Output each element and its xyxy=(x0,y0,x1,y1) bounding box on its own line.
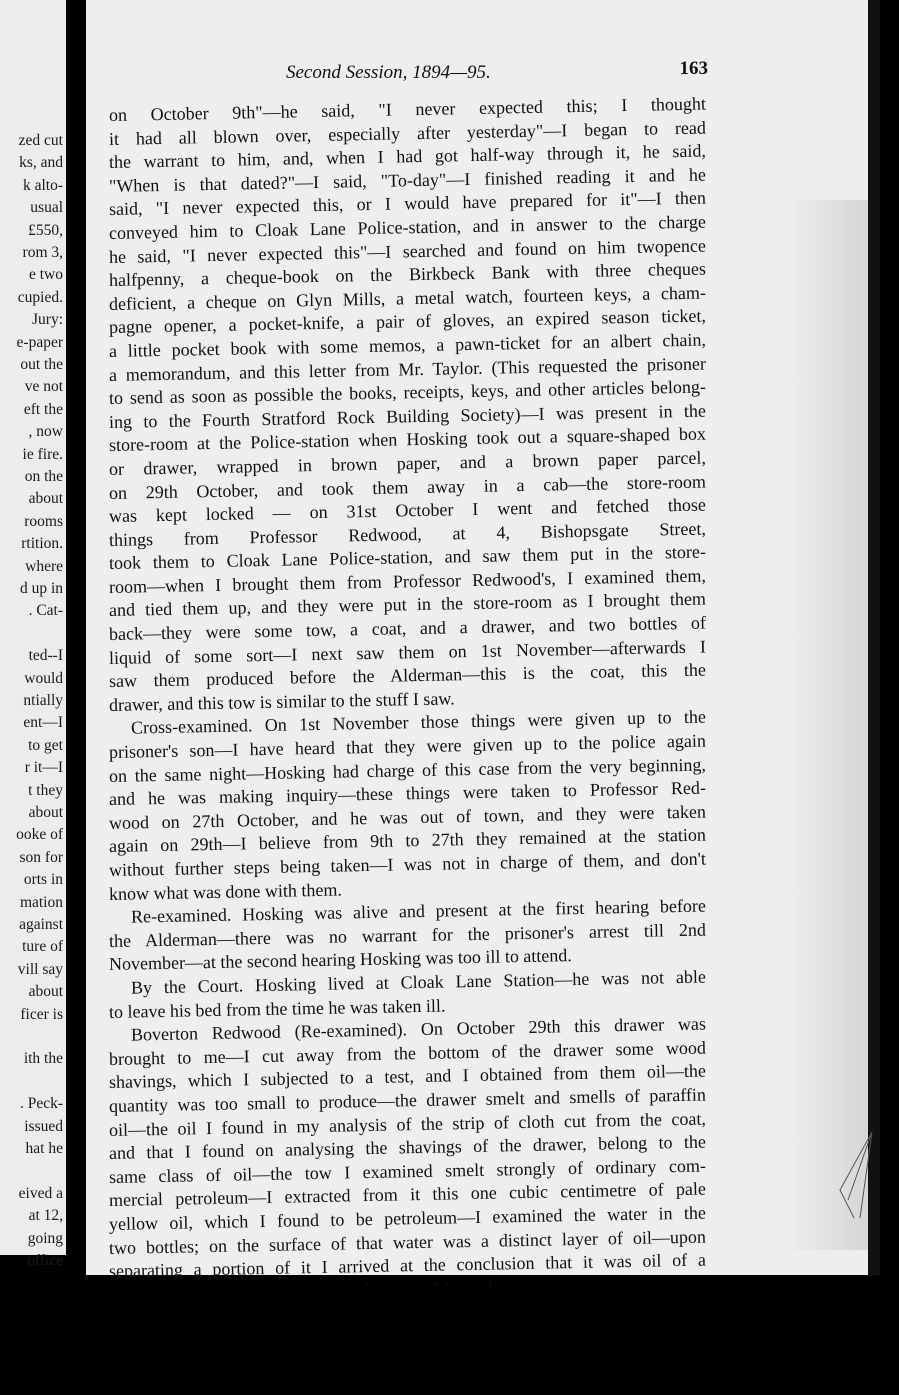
text-line: halfpenny, a cheque-book on the Birkbeck Bank with three cheques xyxy=(108,258,707,291)
text-line: the warrant to him, and, when I had got half-way through it, he said, xyxy=(108,140,707,173)
text-line: shavings, which I subjected to a test, and I obtained from them oil—the xyxy=(108,1060,707,1093)
text-line: brought to me—I cut away from the bottom of the drawer some wood xyxy=(108,1037,707,1069)
margin-line: e-paper xyxy=(16,333,63,351)
text-line: on the same night—Hosking had charge of this case from the very beginning, xyxy=(108,754,707,786)
margin-line: rtition. xyxy=(21,535,63,553)
margin-line: going xyxy=(27,1229,63,1247)
margin-line: orts in xyxy=(23,871,63,889)
scan-border xyxy=(0,1285,899,1395)
text-line: Boverton Redwood (Re-examined). On October 29th this drawer was xyxy=(130,1013,707,1045)
page-shadow xyxy=(786,200,868,1250)
text-line: conveyed him to Cloak Lane Police-station, and in answer to the charge xyxy=(108,211,707,243)
margin-line: zed cut xyxy=(18,132,63,149)
margin-line: hat he xyxy=(25,1140,63,1157)
page-number: 163 xyxy=(679,58,708,79)
page-curl-mark xyxy=(834,1130,874,1220)
text-line: wood on 27th October, and he was out of town, and they were taken xyxy=(108,801,707,833)
text-line: on 29th October, and took them away in a cab—the store-room xyxy=(108,471,707,503)
text-line: and that I found on analysing the shavings of the drawer, belong to the xyxy=(108,1131,707,1164)
margin-line: office xyxy=(27,1252,63,1269)
text-line: two bottles; on the surface of that water was a distinct layer of oil—upon xyxy=(108,1226,707,1258)
margin-line: vill say xyxy=(17,960,63,978)
text-line: mercial petroleum—I extracted from it this one cubic centimetre of pale xyxy=(108,1178,707,1211)
text-line: on October 9th"—he said, "I never expected this; I thought xyxy=(108,93,707,125)
text-line: without further steps being taken—I was not in charge of them, and don't xyxy=(108,848,707,880)
margin-line: to get xyxy=(28,736,63,754)
text-line: same class of oil—the tow I examined smelt strongly of ordinary com- xyxy=(108,1155,707,1187)
text-line: quantity was too small to produce—the drawer smelt and smells of paraffin xyxy=(108,1084,707,1116)
text-line: was kept locked — on 31st October I went and fetched those xyxy=(108,494,707,527)
margin-line: at 12, xyxy=(28,1207,63,1225)
text-line: yellow oil, which I found to be petroleum—I examined the water in the xyxy=(108,1202,707,1234)
text-line: things from Professor Redwood, at 4, Bishopsgate Street, xyxy=(108,518,707,550)
text-line: took them to Cloak Lane Police-station, and saw them put in the store- xyxy=(108,541,707,574)
margin-line: r it—I xyxy=(24,759,63,777)
margin-line: issued xyxy=(24,1117,63,1135)
margin-line: . Peck- xyxy=(19,1095,63,1113)
text-line: liquid of some sort—I next saw them on 1st November—afterwards I xyxy=(108,636,707,668)
margin-line: , now xyxy=(28,423,63,441)
text-line: oil—the oil I found in my analysis of the strip of cloth cut from the coat, xyxy=(108,1108,707,1140)
margin-line: ooke of xyxy=(16,826,63,844)
previous-page-margin xyxy=(0,0,66,1269)
margin-line: ficer is xyxy=(20,1005,63,1023)
text-line: to send as soon as possible the books, receipts, keys, and other articles belong- xyxy=(108,376,707,409)
margin-line: e two xyxy=(28,266,63,284)
text-line: a little pocket book with some memos, a pawn-ticket for an albert chain, xyxy=(108,329,707,361)
margin-line: about xyxy=(28,983,63,1001)
margin-line: rooms xyxy=(24,512,63,530)
margin-line: out the xyxy=(20,356,63,373)
text-line: Cross-examined. On 1st November those things were given up to the xyxy=(130,706,707,739)
text-line: a memorandum, and this letter from Mr. Taylor. (This requested the prisoner xyxy=(108,353,707,385)
margin-line: £550, xyxy=(28,221,63,239)
text-line: November—at the second hearing Hosking was too ill to attend. xyxy=(108,945,572,975)
text-line: separating a portion of it I arrived at the conclusion that it was oil of a xyxy=(108,1249,707,1282)
margin-line: mation xyxy=(19,893,63,911)
book-page xyxy=(86,0,880,1282)
margin-line: eft the xyxy=(23,400,63,418)
text-line: "When is that dated?"—I said, "To-day"—I finished reading it and he xyxy=(108,164,707,196)
text-line: deficient, a cheque on Glyn Mills, a metal watch, fourteen keys, a cham- xyxy=(108,282,707,314)
text-line: know what was done with them. xyxy=(108,879,343,904)
book-gutter xyxy=(66,0,86,1280)
margin-line: ent—I xyxy=(23,714,63,732)
margin-line: rom 3, xyxy=(22,244,63,261)
text-line: Re-examined. Hosking was alive and present at the first hearing before xyxy=(130,895,707,927)
text-line: ing to the Fourth Stratford Rock Building Society)—I was present in the xyxy=(108,400,707,432)
margin-line: ve not xyxy=(24,378,63,396)
text-line: and he was making inquiry—these things were taken to Professor Red- xyxy=(108,777,707,810)
body-text xyxy=(108,93,707,1307)
text-line: store-room at the Police-station when Hosking took out a square-shaped box xyxy=(108,423,707,456)
margin-line: ith the xyxy=(23,1050,63,1068)
margin-line: ie fire. xyxy=(22,445,63,463)
margin-line: ted--I xyxy=(28,647,63,665)
margin-line: Jury: xyxy=(32,311,63,329)
margin-line: . Cat- xyxy=(28,602,63,620)
text-line: again on 29th—I believe from 9th to 27th they remained at the station xyxy=(108,824,707,857)
text-line: said, "I never expected this, or I would have prepared for it"—I then xyxy=(108,187,707,220)
text-line: By the Court. Hosking lived at Cloak Lane Station—he was not able xyxy=(130,966,707,998)
margin-line: t they xyxy=(28,781,63,799)
margin-line: ture of xyxy=(22,938,63,956)
margin-line: son for xyxy=(19,848,63,866)
margin-line: eived a xyxy=(18,1184,63,1202)
running-head: Second Session, 1894—95. xyxy=(286,62,491,83)
text-line: prisoner's son—I have heard that they were given up to the police again xyxy=(108,730,707,763)
text-line: to leave his bed from the time he was taken ill. xyxy=(108,995,446,1022)
text-line: and tied them up, and they were put in the store-room as I brought them xyxy=(108,589,707,621)
margin-line: ks, and xyxy=(19,154,63,172)
margin-line: d up in xyxy=(19,580,63,597)
margin-line: usual xyxy=(30,199,63,217)
margin-line: k alto- xyxy=(22,176,63,194)
text-line: the Alderman—there was no warrant for the prisoner's arrest till 2nd xyxy=(108,919,707,951)
text-line: it had all blown over, especially after yesterday"—I began to read xyxy=(108,117,707,149)
margin-line: on the xyxy=(24,468,63,485)
margin-line: about xyxy=(28,804,63,821)
margin-line: about xyxy=(28,490,63,508)
margin-line: ntially xyxy=(23,692,63,709)
margin-line: against xyxy=(19,916,63,933)
text-line: back—they were some tow, a coat, and a drawer, and two bottles of xyxy=(108,612,707,645)
margin-line: cupied. xyxy=(17,288,63,306)
margin-line: where xyxy=(25,557,63,575)
text-line: he said, "I never expected this"—I searched and found on him twopence xyxy=(108,235,707,267)
text-line: saw them produced before the Alderman—this is the coat, this the xyxy=(108,659,707,692)
text-line: drawer, and this tow is similar to the stuff I saw. xyxy=(108,688,455,715)
text-line: room—when I brought them from Professor Redwood's, I examined them, xyxy=(108,565,707,597)
text-line: or drawer, wrapped in brown paper, and a brown paper parcel, xyxy=(108,447,707,479)
page-header xyxy=(86,58,868,88)
margin-line: would xyxy=(24,669,63,687)
text-line: pagne opener, a pocket-knife, a pair of gloves, an expired season ticket, xyxy=(108,305,707,338)
